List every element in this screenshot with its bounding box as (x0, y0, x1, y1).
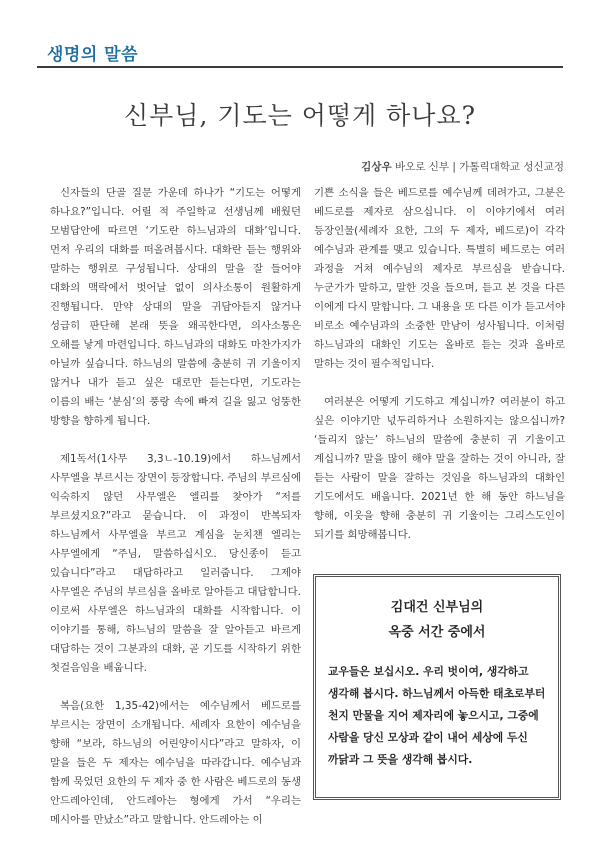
byline (361, 159, 564, 174)
paragraph: 기쁜 소식을 들은 베드로를 예수님께 데려가고, 그분은 베드로를 제자로 삼으십니다. 이 이야기에서 여러 등장인물(세례자 요한, 그의 두 제자, 베드로)이 각각 예수님과 관계를 맺고 있습니다. 특별히 베드로는 여러 과정을 거쳐 예수님의 제자로 부르심을 받습니다. 누군가가 말하고, 말한 것을 들으며, 듣고 본 것을 다른 이에게 다시 말합니다. 그 내용을 또 다른 이가 듣고서야 비로소 예수님과의 소중한 만남이 성사됩니다. 이처럼 하느님과의 대화인 기도는 올바로 듣는 것과 올바로 말하는 것이 필수적입니다. (314, 187, 565, 370)
paragraph: 신자들의 단골 질문 가운데 하나가 “기도는 어떻게 하나요?”입니다. 어릴 적 주일학교 선생님께 배웠던 모범답안에 따르면 ‘기도란 하느님과의 대화’입니다. 먼저 우리의 대화를 떠올려봅시다. 대화란 듣는 행위와 말하는 행위로 구성됩니다. 상대의 말을 잘 들어야 대화의 맥락에서 벗어날 없이 의사소통이 원활하게 진행됩니다. 만약 상대의 말을 귀담아듣지 않거나 성급히 판단해 본래 뜻을 왜곡한다면, 의사소통은 오해를 낳게 마련입니다. 하느님과의 대화도 마찬가지가 아닐까 싶습니다. 하느님의 말씀에 충분히 귀 기울이지 않거나 내가 듣고 싶은 대로만 듣는다면, 기도라는 이름의 배는 ‘분심’의 풍랑 속에 빠져 길을 잃고 엉뚱한 방향을 향하게 됩니다. (50, 187, 301, 427)
paragraph: 여러분은 어떻게 기도하고 계십니까? 여러분이 하고 싶은 이야기만 넋두리하거나 소원하지는 않으십니까? ‘들리지 않는’ 하느님의 말씀에 충분히 귀 기울이고 계십니까? 말을 많이 해야 말을 잘하는 것이 아니라, 잘 듣는 사람이 말을 잘하는 것임을 하느님과의 대화인 기도에서도 배웁니다. 2021년 한 해 동안 하느님을 향해, 이웃을 향해 충분히 귀 기울이는 그리스도인이 되기를 희망해봅니다. (314, 396, 565, 541)
quote-body: 교우들은 보십시오. 우리 벗이여, 생각하고 생각해 봅시다. 하느님께서 아득한 태초로부터 천지 만물을 지어 제자리에 놓으시고, 그중에 사람을 당신 모상과 같이 내어 세상에 두신 까닭과 그 뜻을 생각해 봅시다. (328, 665, 546, 766)
quote-title (328, 595, 546, 645)
quote-title-line2: 옥중 서간 중에서 (388, 625, 486, 640)
paragraph: 복음(요한 1,35-42)에서는 예수님께서 베드로를 부르시는 장면이 소개됩니다. 세례자 요한이 예수님을 향해 “보라, 하느님의 어린양이시다”라고 말하자, 이 말을 들은 두 제자는 예수님을 따라갑니다. 예수님과 함께 묵었던 요한의 두 제자 중 한 사람은 베드로의 동생 안드레아인데, 안드레아는 형에게 가서 “우리는 메시아를 만났소”라고 말합니다. 안드레아는 이 (50, 700, 301, 826)
paragraph: 제1독서(1사무 3,3ㄴ-10.19)에서 하느님께서 사무엘을 부르시는 장면이 등장합니다. 주님의 부르심에 익숙하지 않던 사무엘은 엘리를 찾아가 “저를 부르셨지요?”라고 묻습니다. 이 과정이 반복되자 하느님께서 사무엘을 부르고 계심을 눈치챈 엘리는 사무엘에게 “주님, 말씀하십시오. 당신종이 듣고 있습니다”라고 대답하라고 일러줍니다. 그제야 사무엘은 주님의 부르심을 올바로 알아듣고 대답합니다. 이로써 사무엘은 하느님과의 대화를 시작합니다. 이 이야기를 통해, 하느님의 말씀을 잘 알아듣고 바르게 대답하는 것이 그분과의 대화, 곧 기도를 시작하기 위한 첫걸음임을 배웁니다. (50, 453, 301, 674)
section-header (37, 36, 563, 66)
header-divider (37, 66, 563, 68)
quote-box (313, 574, 561, 800)
right-column (314, 184, 565, 564)
author-detail: 바오로 신부 | 가톨릭대학교 성신교정 (394, 161, 564, 173)
left-column (50, 184, 301, 849)
quote-title-line1: 김대건 신부님의 (390, 600, 484, 615)
article-title: 신부님, 기도는 어떻게 하나요? (124, 101, 476, 130)
author-name: 김상우 (361, 161, 392, 173)
section-label: 생명의 말씀 (47, 45, 139, 65)
